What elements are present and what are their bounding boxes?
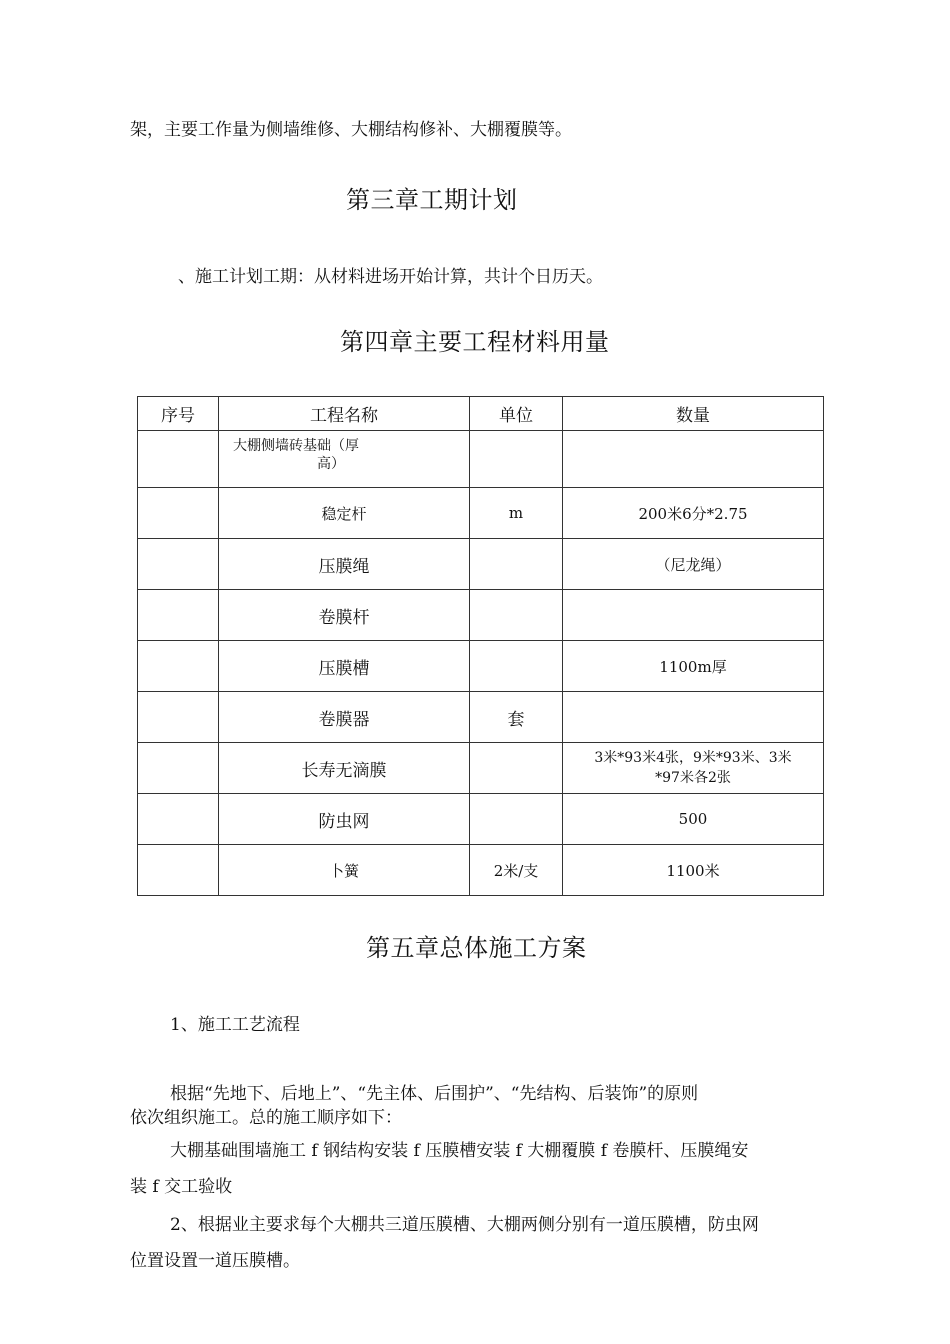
cell-name: 防虫网 xyxy=(219,794,470,845)
cell-name: 压膜绳 xyxy=(219,539,470,590)
cell-no xyxy=(138,539,219,590)
cell-unit xyxy=(470,794,563,845)
cell-qty-line1: 3米*93米4张，9米*93米、3米 xyxy=(594,750,792,766)
chapter5-title: 第五章总体施工方案 xyxy=(366,934,587,962)
table-row xyxy=(138,692,824,743)
cell-qty xyxy=(563,590,824,641)
table-row xyxy=(138,845,824,896)
table-row xyxy=(138,488,824,539)
paragraph-line: 根据“先地下、后地上”、“先主体、后围护”、“先结构、后装饰”的原则 xyxy=(170,1084,699,1104)
cell-name: 卷膜杆 xyxy=(219,590,470,641)
body-text-line: 架，主要工作量为侧墙维修、大棚结构修补、大棚覆膜等。 xyxy=(130,120,572,140)
cell-unit xyxy=(470,431,563,488)
cell-qty xyxy=(563,743,824,794)
paragraph-line: 依次组织施工。总的施工顺序如下： xyxy=(130,1108,402,1128)
cell-unit xyxy=(470,539,563,590)
table-row xyxy=(138,641,824,692)
cell-name xyxy=(219,431,470,488)
table-row xyxy=(138,590,824,641)
header-no: 序号 xyxy=(138,397,219,431)
section-item-2: 2、根据业主要求每个大棚共三道压膜槽、大棚两侧分别有一道压膜槽，防虫网 xyxy=(170,1215,759,1235)
cell-name-line2: 高） xyxy=(317,456,345,472)
cell-name: 稳定杆 xyxy=(219,488,470,539)
cell-qty: 200米6分*2.75 xyxy=(563,488,824,539)
cell-name-line1: 大棚侧墙砖基础（厚 xyxy=(233,438,359,454)
cell-unit xyxy=(470,590,563,641)
cell-name: 长寿无滴膜 xyxy=(219,743,470,794)
cell-qty: 1100m厚 xyxy=(563,641,824,692)
cell-no xyxy=(138,845,219,896)
cell-no xyxy=(138,794,219,845)
cell-unit xyxy=(470,641,563,692)
cell-qty: 500 xyxy=(563,794,824,845)
paragraph-line: 装 f 交工验收 xyxy=(130,1177,233,1197)
cell-name: 卷膜器 xyxy=(219,692,470,743)
table-row xyxy=(138,743,824,794)
cell-no xyxy=(138,743,219,794)
cell-no xyxy=(138,488,219,539)
table-row xyxy=(138,539,824,590)
header-qty: 数量 xyxy=(563,397,824,431)
header-unit: 单位 xyxy=(470,397,563,431)
cell-no xyxy=(138,431,219,488)
header-name: 工程名称 xyxy=(219,397,470,431)
cell-qty: 1100米 xyxy=(563,845,824,896)
paragraph-line: 大棚基础围墙施工 f 钢结构安装 f 压膜槽安装 f 大棚覆膜 f 卷膜杆、压膜绳安 xyxy=(170,1141,749,1161)
cell-unit: 套 xyxy=(470,692,563,743)
cell-unit: m xyxy=(470,488,563,539)
table-row xyxy=(138,794,824,845)
chapter3-text: 、施工计划工期：从材料进场开始计算，共计个日历天。 xyxy=(178,267,603,287)
cell-no xyxy=(138,692,219,743)
chapter3-title: 第三章工期计划 xyxy=(346,186,518,214)
cell-no xyxy=(138,590,219,641)
cell-qty-line2: *97米各2张 xyxy=(655,770,731,786)
cell-qty: （尼龙绳） xyxy=(563,539,824,590)
chapter4-title: 第四章主要工程材料用量 xyxy=(340,328,610,356)
paragraph-line: 位置设置一道压膜槽。 xyxy=(130,1251,300,1271)
table-row xyxy=(138,431,824,488)
cell-unit: 2米/支 xyxy=(470,845,563,896)
cell-unit xyxy=(470,743,563,794)
cell-qty xyxy=(563,431,824,488)
cell-qty xyxy=(563,692,824,743)
cell-name: 压膜槽 xyxy=(219,641,470,692)
materials-table xyxy=(137,396,824,896)
cell-no xyxy=(138,641,219,692)
section-item-1: 1、施工工艺流程 xyxy=(170,1015,300,1035)
table-header-row xyxy=(138,397,824,431)
cell-name: 卜簧 xyxy=(219,845,470,896)
